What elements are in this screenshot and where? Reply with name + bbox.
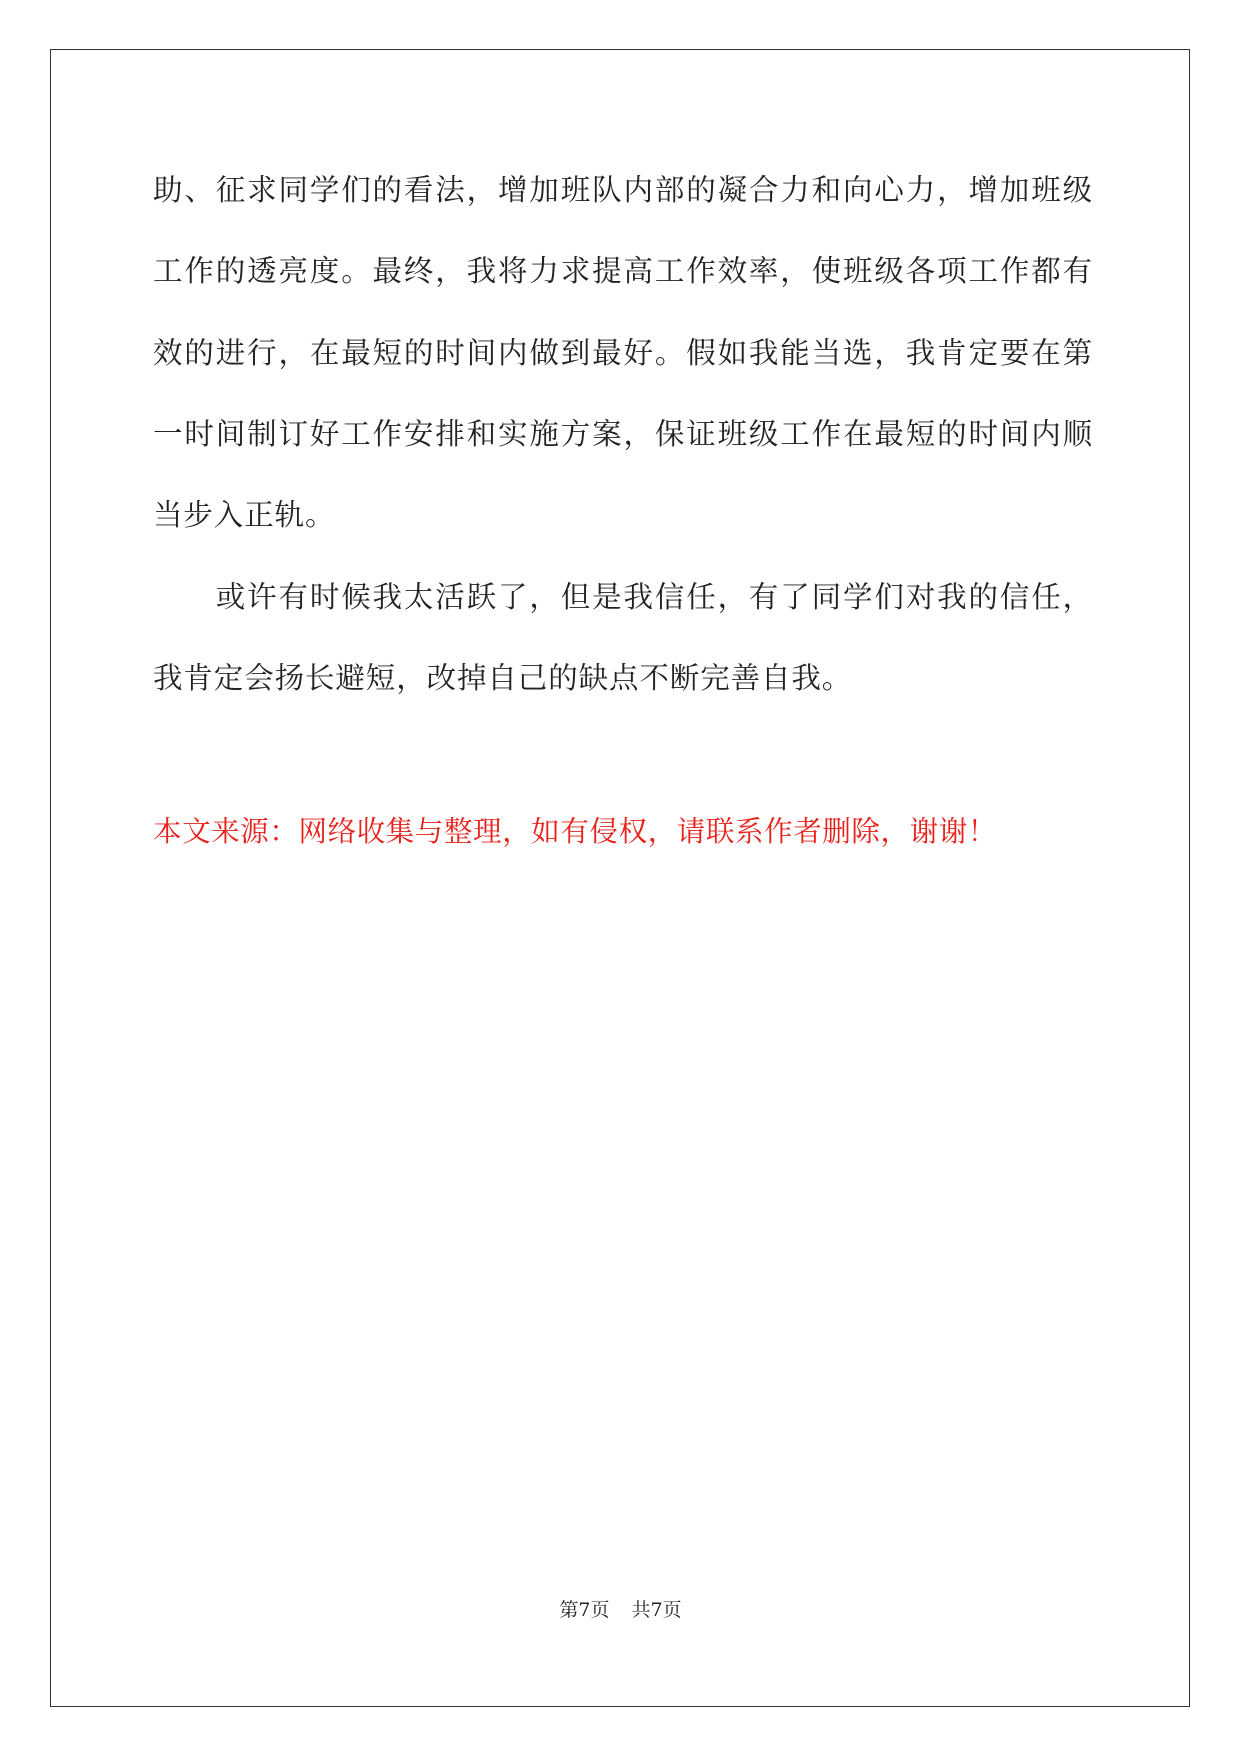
body-line-4: 一时间制订好工作安排和实施方案，保证班级工作在最短的时间内顺 xyxy=(153,417,1093,451)
body-line-2: 工作的透亮度。最终，我将力求提高工作效率，使班级各项工作都有 xyxy=(153,254,1093,288)
body-line-1: 助、征求同学们的看法，增加班队内部的凝合力和向心力，增加班级 xyxy=(153,173,1093,207)
total-pages-label: 共7页 xyxy=(631,1599,682,1621)
current-page-label: 第7页 xyxy=(559,1599,610,1621)
body-line-7: 我肯定会扬长避短，改掉自己的缺点不断完善自我。 xyxy=(153,661,853,695)
body-line-3: 效的进行，在最短的时间内做到最好。假如我能当选，我肯定要在第 xyxy=(153,336,1093,370)
page-footer xyxy=(0,1598,1241,1622)
source-note: 本文来源：网络收集与整理，如有侵权，请联系作者删除，谢谢！ xyxy=(153,815,997,848)
page-border xyxy=(50,49,1190,1707)
body-line-5: 当步入正轨。 xyxy=(153,498,336,532)
body-line-6: 或许有时候我太活跃了，但是我信任，有了同学们对我的信任， xyxy=(153,580,1093,614)
